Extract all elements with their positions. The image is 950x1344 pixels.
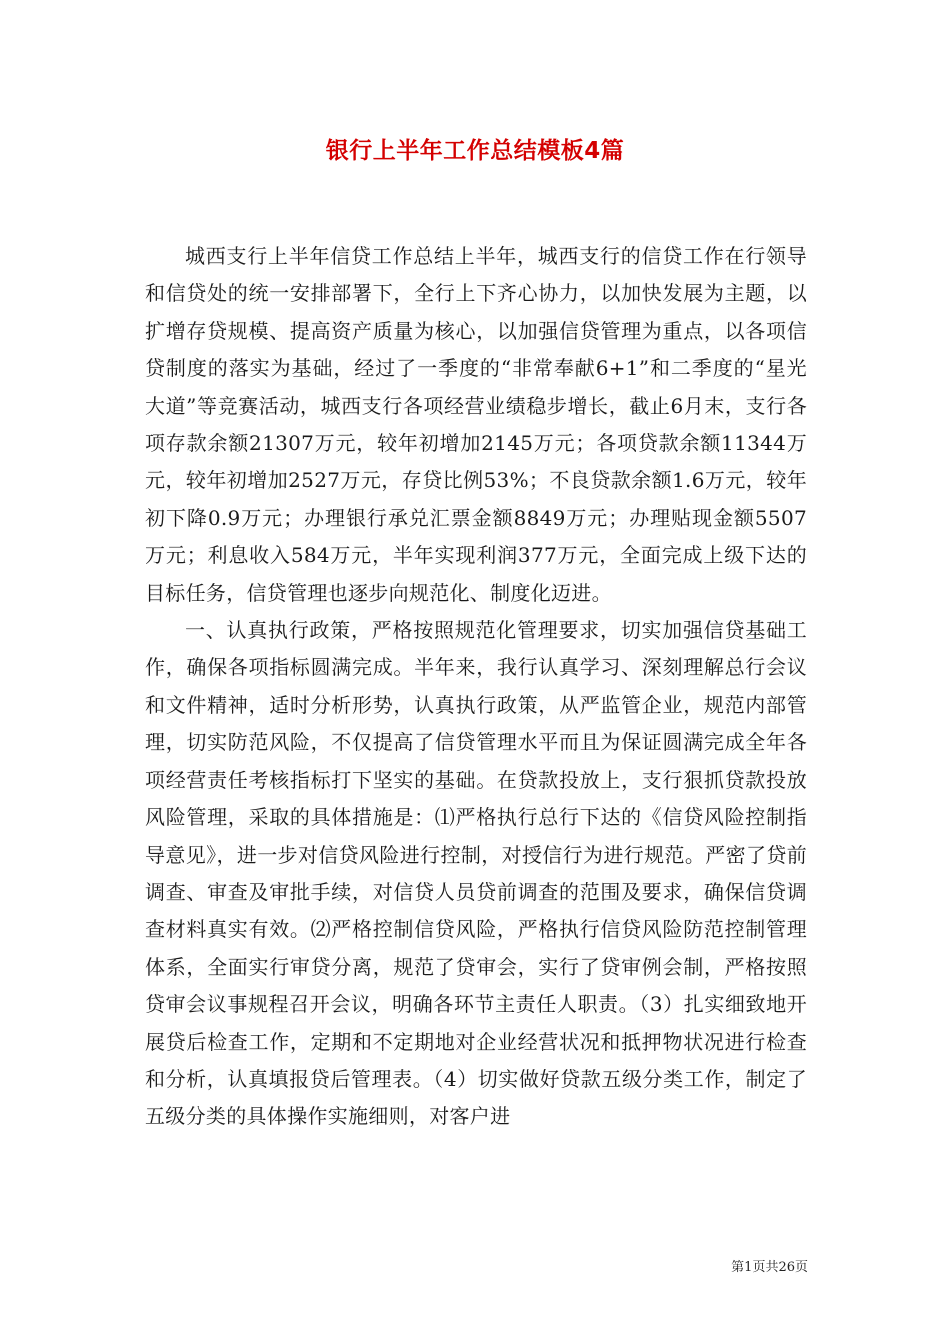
page-number-footer: 第1页共26页 (731, 1260, 808, 1275)
document-title: 银行上半年工作总结模板4篇 (325, 138, 625, 164)
paragraph-section-one: 一、认真执行政策，严格按照规范化管理要求，切实加强信贷基础工作，确保各项指标圆满完成。半年来，我行认真学习、深刻理解总行会议和文件精神，适时分析形势，认真执行政策，从严监管企业，规范内部管理，切实防范风险，不仅提高了信贷管理水平而且为保证圆满完成全年各项经营责任考核指标打下坚实的基础。在贷款投放上，支行狠抓贷款投放风险管理，采取的具体措施是：⑴严格执行总行下达的《信贷风险控制指导意见》，进一步对信贷风险进行控制，对授信行为进行规范。严密了贷前调查、审查及审批手续，对信贷人员贷前调查的范围及要求，确保信贷调查材料真实有效。⑵严格控制信贷风险，严格执行信贷风险防范控制管理体系，全面实行审贷分离，规范了贷审会，实行了贷审例会制，严格按照贷审会议事规程召开会议，明确各环节主责任人职责。（3）扎实细致地开展贷后检查工作，定期和不定期地对企业经营状况和抵押物状况进行检查和分析，认真填报贷后管理表。（4）切实做好贷款五级分类工作，制定了五级分类的具体操作实施细则，对客户进 (145, 618, 807, 1129)
paragraph-intro: 城西支行上半年信贷工作总结上半年，城西支行的信贷工作在行领导和信贷处的统一安排部署下，全行上下齐心协力，以加快发展为主题，以扩增存贷规模、提高资产质量为核心，以加强信贷管理为重点，以各项信贷制度的落实为基础，经过了一季度的“非常奉献6+1”和二季度的“星光大道”等竞赛活动，城西支行各项经营业绩稳步增长，截止6月末，支行各项存款余额21307万元，较年初增加2145万元；各项贷款余额11344万元，较年初增加2527万元，存贷比例53%；不良贷款余额1.6万元，较年初下降0.9万元；办理银行承兑汇票金额8849万元；办理贴现金额5507万元；利息收入584万元，半年实现利润377万元，全面完成上级下达的目标任务，信贷管理也逐步向规范化、制度化迈进。 (145, 244, 807, 605)
document-body (145, 238, 807, 1136)
